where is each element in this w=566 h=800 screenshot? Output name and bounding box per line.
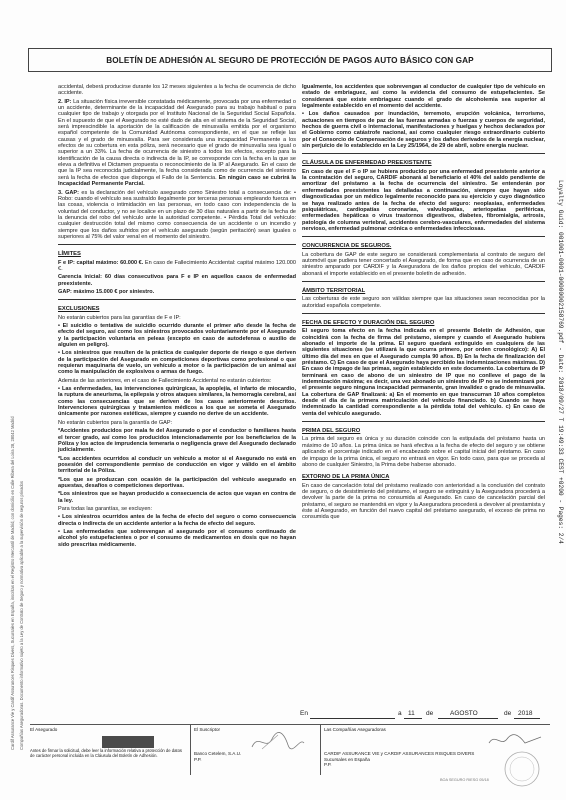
preexisting-title: CLÁUSULA DE ENFERMEDAD PREEXISTENTE: [302, 160, 432, 167]
insurers-name: CARDIF ASSURANCE VIE y CARDIF ASSURANCES RISQUES DIVERS: [324, 751, 475, 757]
exclusion-gap-item: *Accidentes producidos por mala fe del Asegurado o por el conductor o familiares hasta el tercer grado, así como los producidos intencionadamente por los beneficiarios de la Póliza y los actos de imprudencia temeraria o negligencia grave del Asegurado declarado judicialmente.: [58, 428, 296, 454]
effective-date-title: FECHA DE EFECTO Y DURACIÓN DEL SEGURO: [302, 319, 435, 326]
exclusion-gap-item: *Los accidentes ocurridos al conducir un vehículo a motor si el Asegurado no está en posesión del correspondiente permiso de conducción en vigor y válido en el ámbito territorial de la Póliza.: [58, 455, 296, 475]
exclusions-gap-intro: No estarán cubiertos para la garantía de GAP:: [58, 419, 173, 426]
exclusion-all-item: • Los siniestros ocurridos antes de la fecha de efecto del seguro o como consecuencia directa o indirecta de un accidente anterior a la fecha de efecto del seguro.: [58, 514, 297, 527]
ip-paragraph: 2. IP: La situación física irreversible constatada médicamente, provocada por una enfermedad o un accidente, determinante de la incapacidad del Asegurado para su trabajo habitual o para cualquier tipo de trabajo y otorgada por el Instituto Nacional de la Seguridad Social Española. En el supuesto de que el Asegurado no esté dado de alta en el sistema de la Seguridad Social, será imprescindible la aportación de la calificación de minusvalía emitida por el organismo español competente de la Comunidad Autónoma correspondiente, en el que se refleje las causas y el grado de minusvalía. Para ser considerada una incapacidad Permanente a los efectos de su cobertura en esta póliza, será necesario que el grado de minusvalía sea igual o superior a un 33%. La fecha de ocurrencia de siniestro a todos los efectos, excepto para la identificación de la causa directa o indirecta de la IP, se corresponde con la fecha en la que se eleva a definitiva el Dictamen propuesta o reconocimiento de la IP al Asegurado. En el caso de que la IP sea reconocida judicialmente, la fecha considerada como de ocurrencia del siniestro será la fecha de efectos que disponga el Fallo de la Sentencia. En ningún caso se cubrirá la Incapacidad Permanente Parcial.: [58, 98, 297, 188]
date-month: AGOSTO: [450, 710, 478, 717]
right-intro: Igualmente, los accidentes que sobrevengan al conductor de cualquier tipo de vehículo en estado de embriaguez, así como la evidencia del consumo de estupefacientes. Se considerará que existe embriaguez cuando el grado de alcoholemia sea superior al legalmente establecido en el momento del accidente.: [302, 84, 545, 110]
divider: [302, 236, 545, 237]
refund-text: En caso de cancelación total del préstamo realizado con anterioridad a la conclusión del contrato de seguro, o de desistimiento del préstamo, el seguro se extinguirá y la Aseguradora procederá a devolver la parte de la prima no consumida al Asegurado. En caso de cancelación parcial del préstamo, el seguro se mantendrá en vigor y la Aseguradora procederá a devolver al prestamista y éste al Asegurado, en función del nuevo capital del préstamo asegurado, el exceso de prima no consumida que: [302, 482, 545, 521]
left-column: [58, 84, 296, 550]
left-margin-legal-text-2: Compañías Aseguradoras. Documento informativo sujeto a la Ley de Contrato de Seguro y normativa aplicable a la supervisión de seguros privados: [19, 481, 24, 750]
exclusion-gap-item: *Los que se produzcan con ocasión de la participación del vehículo asegurado en apuestas, desafíos o competiciones deportivas.: [58, 476, 296, 489]
gap-paragraph: 3. GAP: es la declaración del vehículo asegurado como Siniestro total a consecuencia de: • Robo: cuando el vehículo sea sustraído ilegalmente por terceras personas empleando fuerza en las cosas, violencia o intimidación en las personas, en todo caso con independencia de la voluntad del conductor, y no se localice en un plazo de 30 días naturales a partir de la fecha de la denuncia del robo del vehículo ante la autoridad competente. • Pérdida Total del vehículo: cualquier destrucción total del mismo como consecuencia de un accidente o un incendio y siempre que los daños sufridos por el vehículo asegurado (según peritación) sean iguales o superiores al 75% del valor venal en el momento del siniestro.: [58, 189, 296, 240]
subscriber-signature-mark: [248, 729, 308, 755]
insured-signature-mark: [100, 733, 160, 751]
intro-text: accidental, deberá producirse durante los 12 meses siguientes a la fecha de ocurrencia de dicho accidente.: [58, 84, 296, 97]
exclusions-all-intro: Para todas las garantías, se excluyen:: [58, 505, 153, 512]
subscriber-pp: P.P.: [194, 756, 202, 762]
data-protection-disclaimer: Antes de firmar la solicitud, debe leer la información relativa a protección de datos de carácter personal incluida en la Cláusula del Boletín de Adhesión.: [30, 748, 182, 759]
refund-title: EXTORNO DE LA PRIMA ÚNICA: [302, 474, 390, 481]
right-exclusion-item: • Los daños causados por inundación, terremoto, erupción volcánica, terrorismo, actuaciones en tiempos de paz de las fuerzas armadas o fuerzas y cuerpos de seguridad, hechos de guerra civil o internacional, manifestaciones y huelgas y hechos declarados por el Gobierno como catástrofe nacional, así como cualquier riesgo extraordinario cubierto por el Consorcio de Compensación de seguros y los daños derivados de la energía nuclear, sin perjuicio de lo establecido en la Ley 25/1964, de 29 de abril, sobre energía nuclear.: [302, 111, 545, 150]
document-page: Cardif Assurance Vie y Cardif Assurances Risques Divers, Sucursales en España, inscritas en el Registro Mercantil de Madrid, con domicilio en Calle Ribera del Loira 28, 28042 Madrid Compañías Aseguradoras. Documento informativo sujeto a la Ley de Contrato de Seguro y normativa aplicable a la supervisión de seguros privados Loyalty Guid: 001001-0001-00000002158769.pdf - Date: 2018/09/27 T 19:49:33 CEST +0200 - Pages: 2/4 BOLETÍN DE ADHESIÓN AL SEGURO DE PROTECCIÓN DE PAGOS AUTO BÁSICO CON GAP accidental, deberá producirse durante los 12 meses siguientes a la fecha de ocurrencia de dicho accidente. 2. IP: La situación física irreversible constatada médicamente, provocada por una enfermedad o un accidente, determinante de la incapacidad del Asegurado para su trabajo habitual o para cualquier tipo de trabajo y otorgada por el Instituto Nacional de la Seguridad Social Española. En el supuesto de que el Asegurado no esté dado de alta en el sistema de la Seguridad Social, será imprescindible la aportación de la calificación de minusvalía emitida por el organismo español competente de la Comunidad Autónoma correspondiente, en el que se refleje las causas y el grado de minusvalía. Para ser considerada una incapacidad Permanente a los efectos de su cobertura en esta póliza, será necesario que el grado de minusvalía sea igual o superior a un 33%. La fecha de ocurrencia de siniestro a todos los efectos, excepto para la identificación de la causa directa o indirecta de la IP, se corresponde con la fecha en la que se eleva a definitiva el Dictamen propuesta o reconocimiento de la IP al Asegurado. En el caso de que la IP sea reconocida judicialmente, la fecha considerada como de ocurrencia del siniestro será la fecha de efectos que disponga el Fallo de la Sentencia. En ningún caso se cubrirá la Incapacidad Permanente Parcial. 3. GAP: es la declaración del vehículo asegurado como Siniestro total a consecuencia de: • Robo: cuando el vehículo sea sustraído ilegalmente por terceras personas empleando fuerza en las cosas, violencia o intimidación en las personas, en todo caso con independencia de la voluntad del conductor, y no se localice en un plazo de 30 días naturales a partir de la fecha de la denuncia del robo del vehículo ante la autoridad competente. • Pérdida Total del vehículo: cualquier destrucción total del mismo como consecuencia de un accidente o un incendio y siempre que los daños sufridos por el vehículo asegurado (según peritación) sean iguales o superiores al 75% del valor venal en el momento del siniestro. LÍMITES F e IP: capital máximo: 60.000 €. En caso de Fallecimiento Accidental: capital máximo 120.000 €. Carencia inicial: 60 días consecutivos para F e IP en aquellos casos de enfermedad preexistente. GAP: máximo 15.000 € por siniestro. EXCLUSIONES No estarán cubiertos para las garantías de F e IP: • El suicidio o tentativa de suicidio ocurrido durante el primer año desde la fecha de efecto del seguro, así como los siniestros provocados voluntariamente por el Asegurado y la participación voluntaria en peleas (excepto en caso de autodefensa o auxilio de alguien en peligro). • Los siniestros que resulten de la práctica de cualquier deporte de riesgo o que deriven de la participación del Asegurado en competiciones deportivas como profesional o que requieran maquinaria de vuelo, un vehículo a motor o la participación de un animal así como la manipulación de explosivos o armas de fuego. Además de las anteriores, en el caso de Fallecimiento Accidental no estarán cubiertos: • Las enfermedades, las intervenciones quirúrgicas, la apoplejía, el infarto de miocardio, la ruptura de aneurisma, la epilepsia y otros ataques similares, la hemorragia cerebral, así como las consecuencias que se deriven de los casos anteriormente descritos. Intervenciones quirúrgicas y tratamientos médicos a los que se someta el Asegurado únicamente por razones estéticas, siempre y cuando no derive de un accidente. No estarán cubiertos para la garantía de GAP: *Accidentes producidos por mala fe del Asegurado o por el conductor o familiares hasta el tercer grado, así como los producidos intencionadamente por los beneficiarios de la Póliza y los actos de imprudencia temeraria o negligencia grave del Asegurado declarado judicialmente. *Los accidentes ocurridos al conducir un vehículo a motor si el Asegurado no está en posesión del correspondiente permiso de conducción en vigor y válido en el ámbito territorial de la Póliza. *Los que se produzcan con ocasión de la participación del vehículo asegurado en apuestas, desafíos o competiciones deportivas. *Los siniestros que se hayan producido a consecuencia de actos que vayan en contra de la ley. Para todas las garantías, se excluyen: • Los siniestros ocurridos antes de la fecha de efecto del seguro o como consecuencia directa o indirecta de un accidente anterior a la fecha de efecto del seguro. • Las enfermedades que sobrevengan al asegurado por el consumo continuado de alcohol y/o estupefacientes o por el consumo de medicamentos en dosis que no hayan sido prescritas médicamente. Igualmente, los accidentes que sobrevengan al conductor de cualquier tipo de vehículo en estado de embriaguez, así como la evidencia del consumo de estupefacientes. Se considerará que existe embriaguez cuando el grado de alcoholemia sea superior al legalmente establecido en el momento del accidente. • Los daños causados por inundación, terremoto, erupción volcánica, terrorismo, actuaciones en tiempos de paz de las fuerzas armadas o fuerzas y cuerpos de seguridad, hechos de guerra civil o internacional, manifestaciones y huelgas y hechos declarados por el Gobierno como catástrofe nacional, así como cualquier riesgo extraordinario cubierto por el Consorcio de Compensación de seguros y los daños derivados de la energía nuclear, sin perjuicio de lo establecido en la Ley 25/1964, de 29 de abril, sobre energía nuclear. CLÁUSULA DE ENFERMEDAD PREEXISTENTE En caso de que el F o IP se hubiera producido por una enfermedad preexistente anterior a la contratación del seguro, CARDIF abonará al beneficiario el 40% del saldo pendiente de amortizar del préstamo a la fecha de ocurrencia del siniestro. Se entenderán por enfermedades preexistentes las detalladas a continuación, siempre que hayan sido diagnosticadas por un médico legalmente reconocido para su ejercicio y cuyo diagnóstico se haya realizado antes de la fecha de efecto del seguro: neoplasias, enfermedades psiquiátricas, cardiopatías coronarias, valvulopatías, arteriopatías periféricas, enfermedades hepáticas o virus trastornos digestivos, diabetes, fibromialgia, artrosis, patología de columna vertebral, accidentes cerebro-vasculares, enfermedades del sistema nervioso, enfermedad pulmonar crónica o enfermedades infecciosas. CONCURRENCIA DE SEGUROS. La cobertura de GAP de este seguro se considerará complementaria al contrato de seguro del automóvil que pudiera tener concertado el Asegurado, de forma que en caso de ocurrencia de un siniestro amparado por CARDIF y la Aseguradora de los daños propios del vehículo, CARDIF abonará el importe establecido en el presente boletín de adhesión. ÁMBITO TERRITORIAL Las coberturas de este seguro son válidas siempre que las situaciones sean reconocidas por la autoridad española competente. FECHA DE EFECTO Y DURACIÓN DEL SEGURO El seguro toma efecto en la fecha indicada en el presente Boletín de Adhesión, que coincidirá con la fecha de firma del préstamo, siempre y cuando el Asegurado hubiera abonado el importe de la prima. El seguro quedará extinguido en cualquiera de las siguientes situaciones (se utilizará la que ocurra primero, por orden cronológico): A) El último día del mes en que el Asegurado cumpla 90 años. B) En la fecha de finalización del préstamo. C) En caso de que el Asegurado haya percibido las indemnizaciones máximas. D) En caso de impago de las primas, según establecido en este documento. La cobertura de IP terminará en caso de abono de un siniestro de IP que no conlleve el pago de la indemnización máxima; es decir, una vez abonado un siniestro de IP no se indemnizará por el presente seguro ninguna incapacidad permanente, gran invalidez o grado de minusvalía. La cobertura de GAP finalizará: a) En el momento en que transcurran 10 años completos desde el día de la primera matriculación del vehículo financiado. b) Cuando se haya indemnizado la cantidad correspondiente a la pérdida total del vehículo. c) En caso de venta del vehículo asegurado. PRIMA DEL SEGURO La prima del seguro es única y su duración coincide con la estipulada del préstamo hasta un máximo de 10 años. La prima única se hará efectiva a la fecha de efecto del seguro y se obtiene aplicando el porcentaje indicado en el encabezado sobre el capital inicial del préstamo. En caso de impago de la prima única, el seguro no entrará en vigor. En todo caso, para que se proceda al abono de cualquier Siniestro, la Prima debe haberse abonado. EXTORNO DE LA PRIMA ÚNICA En caso de cancelación total del préstamo realizado con anterioridad a la conclusión del contrato de seguro, o de desistimiento del préstamo, el seguro se extinguirá y la Aseguradora procederá a devolver la parte de la prima no consumida al Asegurado. En caso de cancelación parcial del préstamo, el seguro se mantendrá en vigor y la Aseguradora procederá a devolver al prestamista y éste al Asegurado, en función del nuevo capital del préstamo asegurado, el exceso de prima no consumida que En a 11 de AGOSTO de 2018 El Asegurado Antes de firmar la solicitud, debe leer la información relativa a protección de datos de carácter personal incluida en la Cláusula del Boletín de Adhesión. El Suscriptor Banco Cetelem, S.A.U. P.P. Las Compañías Aseguradoras CARDIF ASSURANCE VIE y CARDIF ASSURANCES RISQUES DIVERS Sucursales en España P.P. BOA SEGURO RIESG 05/18: [0, 0, 566, 800]
territory-title: ÁMBITO TERRITORIAL: [302, 287, 366, 294]
date-year: 2018: [518, 710, 533, 717]
concurrence-title: CONCURRENCIA DE SEGUROS.: [302, 243, 392, 250]
exclusion-item: • El suicidio o tentativa de suicidio ocurrido durante el primer año desde la fecha de efecto del seguro, así como los siniestros provocados voluntariamente por el Asegurado y la participación voluntaria en peleas (excepto en caso de autodefensa o auxilio de alguien en peligro).: [58, 323, 296, 349]
exclusion-all-item: • Las enfermedades que sobrevengan al asegurado por el consumo continuado de alcohol y/o estupefacientes o por el consumo de medicamentos en dosis que no hayan sido prescritas médicamente.: [58, 528, 296, 548]
document-title-box: [28, 48, 552, 72]
insured-label: El Asegurado: [30, 727, 58, 732]
form-code: BOA SEGURO RIESG 05/18: [440, 778, 489, 782]
territory-text: Las coberturas de este seguro son válidas siempre que las situaciones sean reconocidas por la autoridad española competente.: [302, 296, 545, 309]
exclusion-item: • Las enfermedades, las intervenciones quirúrgicas, la apoplejía, el infarto de miocardio, la ruptura de aneurisma, la epilepsia y otros ataques similares, la hemorragia cerebral, así como las consecuencias que se deriven de los casos anteriormente descritos. Intervenciones quirúrgicas y tratamientos médicos a los que se someta el Asegurado únicamente por razones estéticas, siempre y cuando no derive de un accidente.: [58, 386, 296, 418]
limit-2: Carencia inicial: 60 días consecutivos para F e IP en aquellos casos de enfermedad preexistente.: [58, 274, 296, 287]
concurrence-text: La cobertura de GAP de este seguro se considerará complementaria al contrato de seguro del automóvil que pudiera tener concertado el Asegurado, de forma que en caso de ocurrencia de un siniestro amparado por CARDIF y la Aseguradora de los daños propios del vehículo, CARDIF abonará el importe establecido en el presente boletín de adhesión.: [302, 251, 545, 277]
preexisting-text: En caso de que el F o IP se hubiera producido por una enfermedad preexistente anterior a la contratación del seguro, CARDIF abonará al beneficiario el 40% del saldo pendiente de amortizar del préstamo a la fecha de ocurrencia del siniestro. Se entenderán por enfermedades preexistentes las detalladas a continuación, siempre que hayan sido diagnosticadas por un médico legalmente reconocido para su ejercicio y cuyo diagnóstico se haya realizado antes de la fecha de efecto del seguro: neoplasias, enfermedades psiquiátricas, cardiopatías coronarias, valvulopatías, arteriopatías periféricas, enfermedades hepáticas o virus trastornos digestivos, diabetes, fibromialgia, artrosis, patología de columna vertebral, accidentes cerebro-vasculares, enfermedades del sistema nervioso, enfermedad pulmonar crónica o enfermedades infecciosas.: [302, 168, 545, 232]
date-day: 11: [408, 710, 415, 717]
right-column: [302, 84, 545, 523]
exclusion-gap-item: *Los siniestros que se hayan producido a consecuencia de actos que vayan en contra de la ley.: [58, 491, 296, 504]
divider: [302, 281, 545, 282]
exclusions-mid: Además de las anteriores, en el caso de Fallecimiento Accidental no estarán cubiertos:: [58, 377, 272, 384]
premium-title: PRIMA DEL SEGURO: [302, 428, 361, 435]
premium-text: La prima del seguro es única y su duración coincide con la estipulada del préstamo hasta un máximo de 10 años. La prima única se hará efectiva a la fecha de efecto del seguro y se obtiene aplicando el porcentaje indicado en el encabezado sobre el capital inicial del préstamo. En caso de impago de la prima única, el seguro no entrará en vigor. En todo caso, para que se proceda al abono de cualquier Siniestro, la Prima debe haberse abonado.: [302, 436, 545, 468]
insurers-branch: Sucursales en España: [324, 756, 370, 762]
limit-3: GAP: máximo 15.000 € por siniestro.: [58, 288, 155, 295]
left-margin-legal-text: Cardif Assurance Vie y Cardif Assurances Risques Divers, Sucursales en España, inscritas en el Registro Mercantil de Madrid, con domicilio en Calle Ribera del Loira 28, 28042 Madrid: [10, 416, 15, 750]
limits-title: LÍMITES: [58, 251, 81, 258]
effective-date-text: El seguro toma efecto en la fecha indicada en el presente Boletín de Adhesión, que coincidirá con la fecha de firma del préstamo, siempre y cuando el Asegurado hubiera abonado el importe de la prima. El seguro quedará extinguido en cualquiera de las siguientes situaciones (se utilizará la que ocurra primero, por orden cronológico): A) El último día del mes en que el Asegurado cumpla 90 años. B) En la fecha de finalización del préstamo. C) En caso de que el Asegurado haya percibido las indemnizaciones máximas. D) En caso de impago de las primas, según establecido en este documento. La cobertura de IP terminará en caso de abono de un siniestro de IP que no conlleve el pago de la indemnización máxima; es decir, una vez abonado un siniestro de IP no se indemnizará por el presente seguro ninguna incapacidad permanente, gran invalidez o grado de minusvalía. La cobertura de GAP finalizará: a) En el momento en que transcurran 10 años completos desde el día de la primera matriculación del vehículo financiado. b) Cuando se haya indemnizado la cantidad correspondiente a la pérdida total del vehículo. c) En caso de venta del vehículo asegurado.: [302, 328, 546, 417]
document-title: BOLETÍN DE ADHESIÓN AL SEGURO DE PROTECCIÓN DE PAGOS AUTO BÁSICO CON GAP: [106, 55, 474, 65]
insurers-pp: P.P.: [324, 762, 332, 768]
divider: [302, 421, 545, 422]
divider: [58, 244, 296, 245]
signature-area: [30, 724, 550, 775]
subscriber-name: Banco Cetelem, S.A.U.: [194, 751, 242, 757]
company-stamp-mark: [500, 747, 544, 791]
divider: [302, 313, 545, 314]
subscriber-label: El Suscriptor: [194, 727, 221, 732]
right-margin-stamp: Loyalty Guid: 001001-0001-00000002158769.pdf - Date: 2018/09/27 T 19:49:33 CEST +0200 - Pages: 2/4: [557, 180, 564, 544]
exclusion-item: • Los siniestros que resulten de la práctica de cualquier deporte de riesgo o que deriven de la participación del Asegurado en competiciones deportivas como profesional o que requieran maquinaria de vuelo, un vehículo a motor o la participación de un animal así como la manipulación de explosivos o armas de fuego.: [58, 350, 297, 376]
exclusions-intro: No estarán cubiertos para las garantías de F e IP:: [58, 314, 181, 321]
divider: [58, 299, 296, 300]
limit-1: F e IP: capital máximo: 60.000 €. En caso de Fallecimiento Accidental: capital máximo 120.000 €.: [58, 259, 296, 272]
insurers-label: Las Compañías Aseguradoras: [324, 727, 386, 732]
exclusions-title: EXCLUSIONES: [58, 306, 100, 313]
divider: [302, 153, 545, 154]
